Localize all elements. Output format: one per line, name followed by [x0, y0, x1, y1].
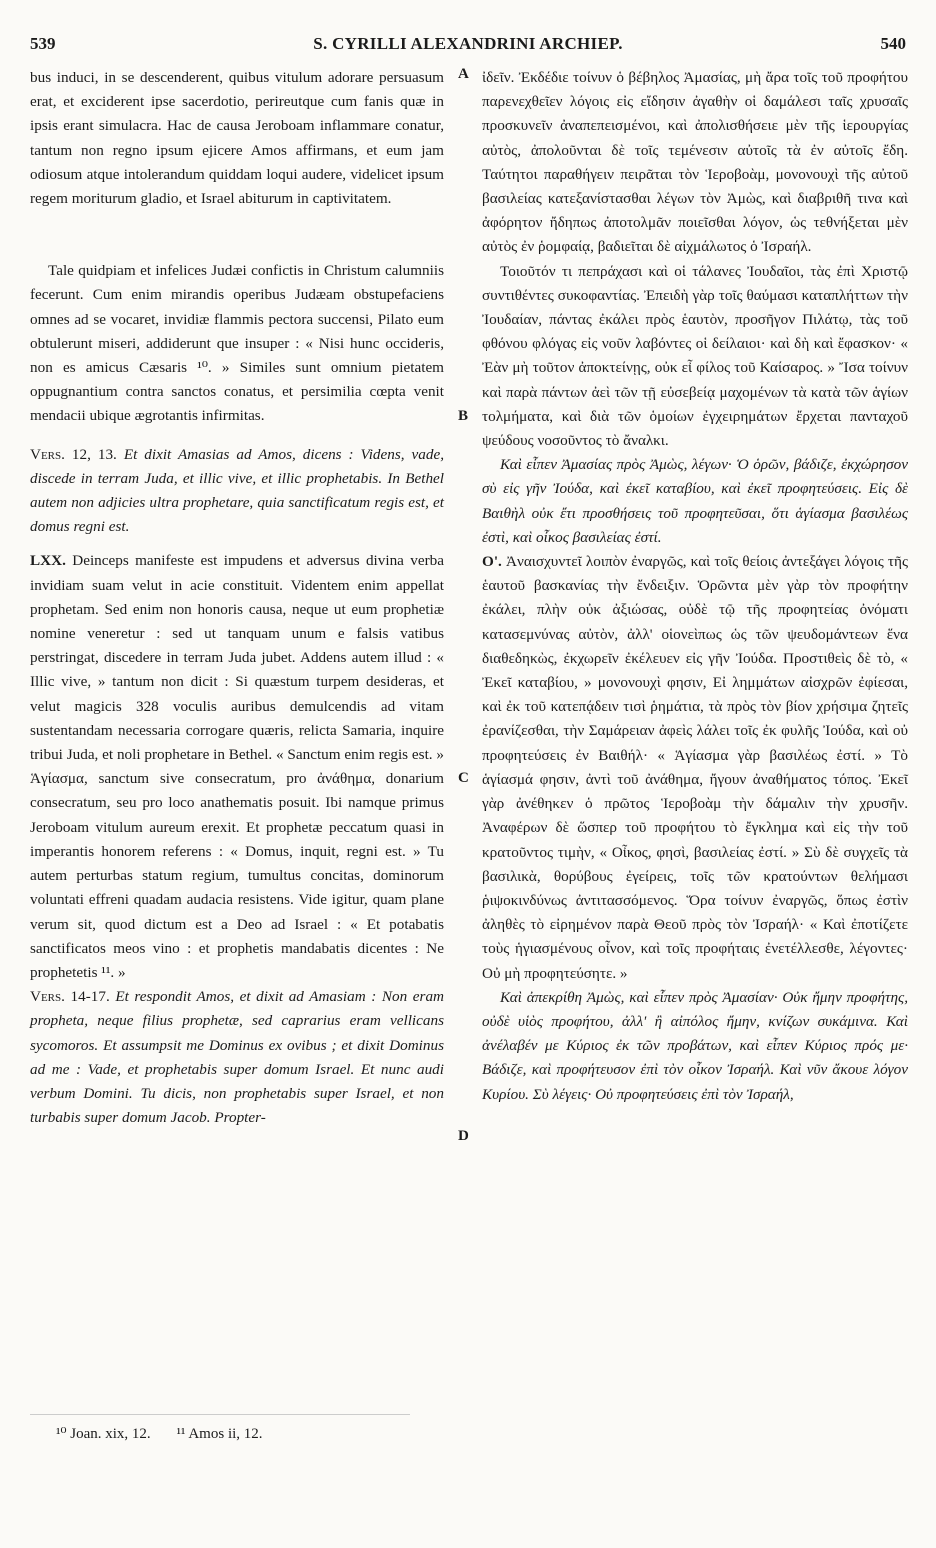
margin-letter-c: C [458, 770, 469, 786]
margin-letter-b: B [458, 408, 469, 424]
footnotes [56, 1424, 285, 1443]
paragraph-text: Deinceps manifeste est impudens et adversus divina verba invidiam suam velut in acie constituit. Videntem enim appellat prophetam. Sed enim non honoris causa, neque ut eum prophetiæ nomine veneretur : sed ut tanquam unum e falsis vatibus perstringat, discedere in terram Juda jubet. Addens autem illud : « Illic vive, » tantum non dicit : Si quæstum turpem desideras, et velut magicis 328 voculis auribus demulcendis ad vitam sustentandam necessaria corrogare quæris, relicta Samaria, inquire tribui Juda, et noli prophetare in Bethel. « Sanctum enim regis est. » Ἁγίασμα, sanctum sive consecratum, pro ἀνάθημα, donarium consecratum, seu pro loco anathematis posuit. Ibi namque primus Jeroboam vitulum aureum erexit. Et prophetæ peccatum quasi in imperantis honorem referens : « Domus, inquit, regni est. » Tu autem perturbas statum regium, tumultus concitas, dominorum voluntati effreni quadam audacia resistens. Vide igitur, quam plane verum sit, quod dictum est a Deo ad Israel : « Et potabatis sanctificatos meos vino : et prophetis mandabatis dicentes : Ne prophetetis ¹¹. » [30, 552, 445, 981]
verse-label: Vers. 14-17. [30, 988, 110, 1006]
latin-paragraph: Tale quidpiam et infelices Judæi confictis in Christum calumniis fecerunt. Cum enim mirandis operibus Judæam obstupefaciens omnes ad se vocaret, invidiæ flammis pectora succensi, Pilato eum obtulerunt miseri, addiderunt que insuper : « Nisi hunc occideris, non es amicus Cæsaris ¹⁰. » Similes sunt omnium pietatem oppugnantium contra sanctos conatus, et persimilia cœpta venit mendacii ubique ægrotantis infirmitas. [30, 262, 444, 425]
greek-paragraph: Τοιοῦτόν τι πεπράχασι καὶ οἱ τάλανες Ἰουδαῖοι, τὰς ἐπὶ Χριστῷ συντιθέντες συκοφαντίας. Ἐπειδὴ γὰρ τοῖς θαύμασι καταπλήττων τὴν Ἰουδαίαν, πάντας ἐκάλει πρὸς ἑαυτὸν, προσῆγον Πιλάτῳ, τὰς τοῦ φθόνου φλόγας εἰς νοῦν λαβόντες οἱ δείλαιοι· καὶ δὴ καὶ ἔφασκον· « Ἐὰν μὴ τοῦτον ἀποκτείνῃς, οὐκ εἶ φίλος τοῦ Καίσαρος. » Ἴσα τοίνυν καὶ παρὰ πάντων ἀεὶ τῶν τῇ εὐσεβείᾳ μαχομένων τὰ κατὰ τῶν ἁγίων τολμήματα, καὶ διὰ τῶν ὁμοίων ἐγχειρημάτων ἔρχεται πανταχοῦ ψεύδους νοσοῦντος τὸ ἄναλκι. [482, 262, 908, 450]
running-title: S. CYRILLI ALEXANDRINI ARCHIEP. [313, 34, 623, 53]
section-number: LXX. [30, 552, 66, 570]
verse-label: Vers. 12, 13. [30, 445, 117, 463]
greek-paragraph: ἰδεῖν. Ἐκδέδιε τοίνυν ὁ βέβηλος Ἀμασίας, μὴ ἄρα τοῖς τοῦ προφήτου παρενεχθεῖεν λόγοις εἰς εἴδησιν ἀγαθὴν οἱ δαμάλεσι ταῖς χρυσαῖς προσκυνεῖν ἀναπεπεισμένοι, καὶ ἀπολισθήσειε μὲν τῆς ἱερουργίας αὐτὸς, ἀπολοῦνται δὲ τοῖς τεμένεσιν αὐτοῖς τὰ ἐν αὐτοῖς ἔδη. Ταύτητοι παραθήγειν πειρᾶται τὸν Ἱεροβοὰμ, μονονουχὶ τῆς αὐτοῦ βασιλείας κατεξανίστασθαι λέγων τὸν Ἀμὼς, καὶ διαβριθῆ τινα καὶ ἀφόρητον ἤδηπως ἀποτολμᾶν ποιεῖσθαι λόγον, ὡς τεθνήξεται μὲν αὐτὸς ἐν ῥομφαίᾳ, βαδιεῖται δὲ αἰχμάλωτος ὁ Ἰσραήλ. [482, 69, 908, 256]
footnote-rule [30, 1414, 410, 1415]
latin-paragraph: bus induci, in se descenderent, quibus vitulum adorare persuasum erat, et exciderent ipse sacerdotio, perireutque cum fanis quæ in ipsis erant simulacra. Hac de causa Jeroboam inflammare conatur, tantum non regno ipsum ejicere Amos affirmans, et eum jam odiosum atque intolerandum quiddam loqui audere, videlicet ipsum regem moriturum gladio, et Israel abiturum in captivitatem. [30, 69, 444, 208]
page-number-right: 540 [880, 34, 906, 53]
page-header [30, 34, 906, 60]
greek-verse-block: Καὶ εἶπεν Ἀμασίας πρὸς Ἀμὼς, λέγων· Ὁ ὁρῶν, βάδιζε, ἐκχώρησον σὺ εἰς γῆν Ἰούδα, καὶ ἐκεῖ καταβίου, καὶ ἐκεῖ προφητεύσεις. Εἰς δὲ Βαιθὴλ οὐκ ἔτι προσθήσεις τοῦ προφητεῦσαι, ὅτι ἁγίασμα βασιλέως ἐστὶ, καὶ οἶκος βασιλείας ἐστί. [482, 456, 908, 546]
margin-letter-a: A [458, 66, 469, 82]
greek-paragraph [482, 550, 908, 986]
greek-verse-block: Καὶ ἀπεκρίθη Ἀμὼς, καὶ εἶπεν πρὸς Ἀμασίαν· Οὐκ ἤμην προφήτης, οὐδὲ υἱὸς προφήτου, ἀλλ' ἢ αἰπόλος ἤμην, κνίζων συκάμινα. Καὶ ἀνέλαβέν με Κύριος ἐκ τῶν προβάτων, καὶ εἶπεν Κύριος πρός με· Βάδιζε, καὶ προφήτευσον ἐπὶ τὸν οἶκον Ἰσραήλ. Καὶ νῦν ἄκουε λόγον Κυρίου. Σὺ λέγεις· Οὐ προφητεύσεις ἐπὶ τὸν Ἰσραήλ, [482, 988, 908, 1103]
section-number: Ο'. [482, 553, 502, 571]
page-number-left: 539 [30, 34, 56, 53]
paragraph-text: Ἀναισχυντεῖ λοιπὸν ἐναργῶς, καὶ τοῖς θείοις ἀντεξάγει λόγοις τῆς ἑαυτοῦ βασκανίας τὴν ἔνδειξιν. Ὁρῶντα μὲν γὰρ τὸν προφήτην ἐκάλει, πλὴν οὐκ ἀξιώσας, οὐδὲ τῷ τῆς προφητείας ὀνόματι κατασεμνύνας αὐτὸν, ἀλλ' οἱονεὶπως ὡς τῶν ψευδομάντεων ἕνα διαθεδηκὼς, ἐκχωρεῖν ἐκέλευεν εἰς γῆν Ἰούδα. Προστιθεὶς δὲ τὸ, « Ἐκεῖ καταβίου, » μονονουχὶ φησιν, Εἰ λημμάτων αἰσχρῶν ἐφίεσαι, καὶ ἐκ τοῦ κατεπᾴδειν τισὶ ῥημάτια, τὰ πρὸς τὸν βίον χρήσιμα ζητεῖς ἐρανίζεσθαι, τὴν Σαμάρειαν ἀφεὶς λάλει τοῖς ἐκ φυλῆς Ἰούδα, καὶ οὐ προφητεύσεις ἐν Βαιθήλ· « Ἁγίασμα γὰρ βασιλέως ἐστί. » Τὸ ἁγίασμά φησιν, ἀντὶ τοῦ ἀνάθημα, ἤγουν ἀναθήματος τόπος. Ἐκεῖ γὰρ ἀνέθηκεν ὁ πρῶτος Ἱεροβοὰμ τὴν δάμαλιν τὴν χρυσῆν. Ἀναφέρων δὲ ὥσπερ τοῦ προφήτου τὸ ἔγκλημα καὶ εἰς τὴν τοῦ κρατοῦντος τιμὴν, « Οἶκος, φησὶ, βασιλείας ἐστί. » Σὺ δὲ συγχεῖς τὰ βασιλικὰ, θορύβους ἐγείρεις, τοῖς τῶν κρατούντων θελήμασι ῥιψοκινδύνως ἀντιτασσόμενος. Ὅρα τοίνυν ἐναργῶς, ὅπως ἐστὶν ἀληθὲς τὸ εἰρημένον παρὰ Θεοῦ πρὸς τὸν Ἰσραήλ· « Καὶ ἐποτίζετε τοὺς ἡγιασμένους οἶνον, καὶ τοῖς προφήταις ἐνετέλλεσθε, λέγοντες· Οὐ μὴ προφητεύσητε. » [482, 553, 908, 982]
footnote-10: ¹⁰ Joan. xix, 12. [56, 1426, 151, 1442]
footnote-11: ¹¹ Amos ii, 12. [176, 1426, 263, 1442]
latin-paragraph [30, 549, 444, 985]
verse-text: Et dixit Amasias ad Amos, dicens : Videns, vade, discede in terram Juda, et illic vive, et illic prophetabis. In Bethel autem non adjicies ultra prophetare, quia sanctificatum regis est, et domus regni est. [30, 445, 444, 536]
greek-column [482, 66, 908, 1107]
margin-letter-d: D [458, 1128, 469, 1144]
latin-verse-block [30, 443, 444, 540]
latin-verse-block [30, 985, 444, 1130]
latin-column [30, 66, 444, 1130]
verse-text: Et respondit Amos, et dixit ad Amasiam : Non eram propheta, neque filius prophetæ, sed caprarius eram vellicans sycomoros. Et assumpsit me Dominus ex ovibus ; et dixit Dominus ad me : Vade, et prophetabis super domum Israel. Et nunc audi verbum Domini. Tu dicis, non prophetabis super Israel, et non turbabis super domum Jacob. Propter- [30, 988, 445, 1127]
